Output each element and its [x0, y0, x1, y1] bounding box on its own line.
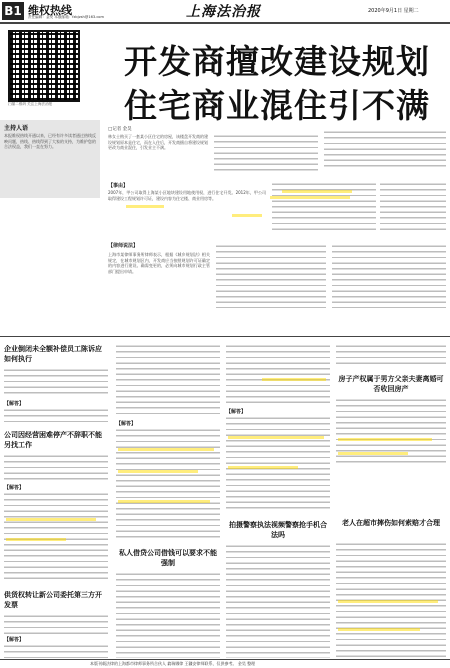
intro-text: 林女士购买了一套某小区住宅的房屋，该楼盘开发商的建设规划原本是住宅，而在入住后，开发商擅自将建设规划更改为商业混住，引发业主不满。: [108, 134, 208, 151]
lawyer-text-cont2: [332, 244, 446, 308]
highlight-2: [232, 214, 262, 217]
mid-col2-answer-label: 【解答】: [226, 409, 247, 415]
highlight-14: [338, 452, 408, 455]
story2-body: [4, 454, 108, 480]
event-text: 2007年，甲公司取得上海某小区地块建设用地使用权，进行住宅开发。2012年，甲公司取得建设工程规划许可证，建设内容为住宅楼、商业用房等。: [108, 190, 266, 201]
mid-col3-top: [336, 344, 446, 368]
date-line: 2020年9月1日 星期二: [368, 8, 419, 14]
col2-title: 拍摄警察执法视频警察抢手机合法吗: [229, 521, 327, 539]
story1-answer: [4, 408, 108, 426]
intro-text-cont2: [324, 130, 446, 170]
highlight-9: [118, 500, 210, 503]
col3-title: 房子产权属于男方父亲夫妻离婚可否收回房产: [338, 375, 444, 393]
lawyer-text-cont: [216, 244, 326, 308]
highlight-6: [6, 538, 66, 541]
col1-title: 私人借贷公司借钱可以要求不能强制: [119, 549, 217, 567]
col2-body: [226, 544, 330, 658]
qr-caption: 扫描二维码 关注上海法治报: [8, 102, 53, 106]
newspaper-title: 上海法治报: [186, 4, 261, 20]
highlight-13: [338, 438, 432, 441]
highlight-8: [118, 470, 198, 473]
highlight-15: [338, 600, 438, 603]
story3-title: 供货权转让新公司委托第三方开发票: [4, 591, 102, 609]
mid-col1-answer-label: 【解答】: [116, 421, 137, 427]
moderator-title: 主持人语: [4, 125, 29, 132]
mid-col1-top: [116, 344, 220, 418]
section-name: 维权热线: [28, 4, 72, 17]
highlight-10: [262, 378, 326, 381]
event-label: 【事由】: [108, 183, 129, 189]
col1-body: [116, 572, 220, 658]
highlight-12: [228, 466, 298, 469]
intro-text-cont: [214, 134, 318, 172]
highlight-4: [270, 196, 350, 199]
byline: □记者 金昊: [108, 127, 132, 132]
mid-col2-answer: [226, 416, 330, 512]
qr-code: [8, 30, 80, 102]
highlight-3: [282, 190, 352, 193]
story1-title: 企业倒闭未全额补偿员工陈诉应如何执行: [4, 345, 102, 363]
lawyer-label: 【律师说法】: [108, 243, 139, 249]
masthead: [0, 0, 450, 24]
story3-body: [4, 614, 108, 634]
story2-answer: [4, 492, 108, 582]
story1-answer-label: 【解答】: [4, 401, 25, 407]
moderator-box: [0, 120, 100, 198]
headline-line2: 住宅商业混住引不满: [124, 86, 430, 125]
story2-answer-label: 【解答】: [4, 485, 25, 491]
highlight-1: [126, 205, 164, 208]
story3-answer-label: 【解答】: [4, 637, 25, 643]
highlight-16: [338, 628, 420, 631]
col3b-title: 老人在超市摔伤如何索赔才合理: [342, 519, 440, 527]
highlight-7: [118, 448, 214, 451]
page-label: B1: [2, 2, 24, 20]
story1-body: [4, 368, 108, 396]
headline-line1: 开发商擅改建设规划: [124, 42, 430, 81]
section-divider: [0, 336, 450, 337]
highlight-11: [228, 436, 324, 439]
highlight-5: [6, 518, 96, 521]
story3-answer: [4, 644, 108, 658]
mid-col1-answer: [116, 428, 220, 538]
mid-col2-top: [226, 344, 330, 404]
lawyer-text: 上海市某律师事务所律师表示，根据《城乡规划法》相关规定，在城市规划区内，开发商应当按照规划许可证确定的内容进行建设。确需变更的，必须向城市规划行政主管部门提出申请。: [108, 252, 210, 274]
story2-title: 公司因经营困难停产不辞职不能另找工作: [4, 431, 102, 449]
footer-note: 本版刊载法律的上海都市律师事务所合伙人 翁瑞娜律 王疆安律师联系、仅供参考。 金昊 整理: [90, 661, 256, 666]
masthead-rule: [0, 22, 450, 24]
moderator-text: 本报维权热线开通以来，已经有许多读者通过热线反映问题，热线、热线得到了大家的支持，为维护您的合法权益，我们一直在努力。: [4, 133, 96, 150]
sub-labels: 责任编辑：金昊 本版邮箱：fzbjzsh@163.com: [28, 15, 105, 19]
footer-rule: [0, 659, 450, 660]
event-text-cont2: [380, 182, 446, 234]
